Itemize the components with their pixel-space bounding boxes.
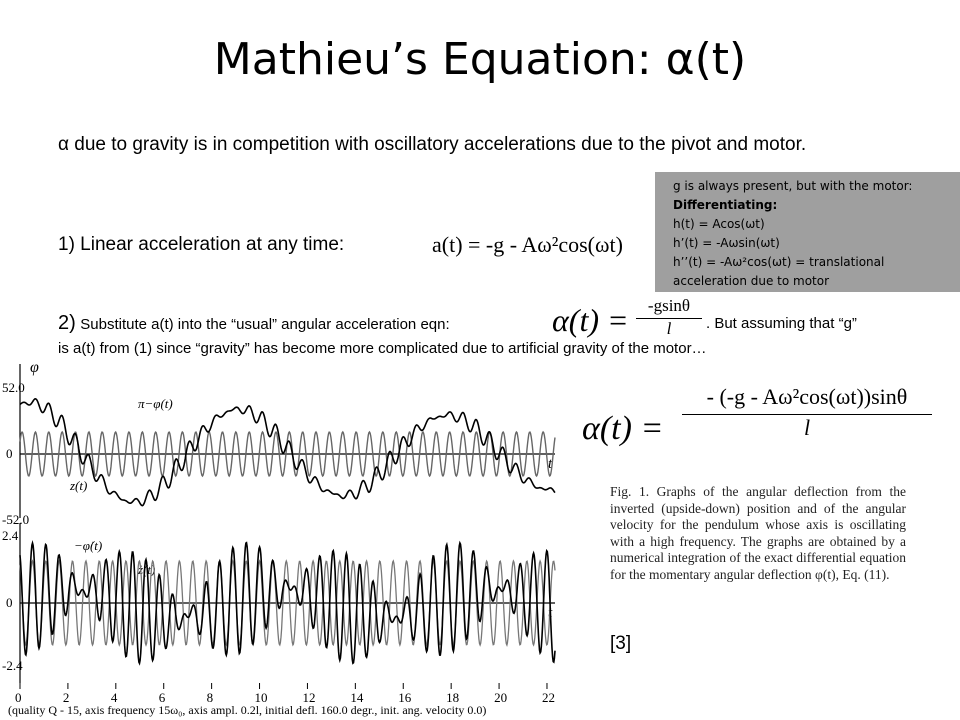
alpha-denominator: l xyxy=(636,318,702,339)
x-tick-label: 16 xyxy=(398,690,412,705)
big-alpha-fraction xyxy=(682,384,932,441)
alpha-fraction xyxy=(636,296,702,339)
note-line: h’’(t) = -Aω²cos(ωt) = translational acceleration due to motor xyxy=(673,255,885,288)
top-x-axis-label: t xyxy=(548,456,553,472)
step2-line2: is a(t) from (1) since “gravity” has become more complicated due to artificial gravity of the motor… xyxy=(58,340,707,357)
note-box xyxy=(655,172,960,292)
top-plot xyxy=(2,359,555,527)
x-tick-label: 4 xyxy=(110,690,118,705)
x-tick-label: 22 xyxy=(541,690,555,705)
note-line: h(t) = Acos(ωt) xyxy=(673,217,765,231)
x-ticks xyxy=(15,683,555,705)
pendulum-graph xyxy=(0,358,575,720)
alpha-numerator: -gsinθ xyxy=(647,296,691,315)
curve-label-phi-dot: −φ̇(t) xyxy=(74,538,103,553)
top-ytick: 52.0 xyxy=(2,380,25,395)
phi-curve xyxy=(20,399,555,506)
bottom-ytick: 0 xyxy=(6,595,13,610)
big-alpha-lhs: α(t) = xyxy=(582,410,664,447)
x-tick-label: 8 xyxy=(206,690,214,705)
bottom-x-axis-label: t xyxy=(548,605,553,621)
bottom-plot xyxy=(2,523,555,705)
note-line: h’(t) = -Aωsin(ωt) xyxy=(673,236,780,250)
note-line: g is always present, but with the motor: xyxy=(673,179,913,193)
curve-label-z-dot: ż(t) xyxy=(138,562,156,577)
step2-text: Substitute a(t) into the “usual” angular acceleration eqn: xyxy=(80,316,450,333)
angular-acceleration-equation xyxy=(552,302,629,339)
curve-label-z: z(t) xyxy=(70,478,88,493)
step1-label: 1) Linear acceleration at any time: xyxy=(58,234,345,255)
step2-text-after: . But assuming that “g” xyxy=(706,315,857,332)
slide-title: Mathieu’s Equation: α(t) xyxy=(213,34,747,85)
x-tick-label: 20 xyxy=(494,690,508,705)
alpha-lhs: α(t) = xyxy=(552,302,629,338)
step2-number: 2) xyxy=(58,312,76,334)
top-y-axis-label: φ xyxy=(30,359,39,376)
x-tick-label: 0 xyxy=(15,690,22,705)
step2-line1 xyxy=(58,312,450,335)
curve-label-pi-minus-phi: π−φ(t) xyxy=(138,396,173,411)
linear-acceleration-equation: a(t) = -g - Aω²cos(ωt) xyxy=(432,232,623,257)
top-ytick: -52.0 xyxy=(2,512,30,527)
citation: [3] xyxy=(610,633,632,654)
top-ytick: 0 xyxy=(6,446,13,461)
big-alpha-denominator: l xyxy=(682,414,932,441)
x-tick-label: 18 xyxy=(446,690,460,705)
x-tick-label: 14 xyxy=(350,690,364,705)
x-tick-label: 10 xyxy=(254,690,268,705)
x-tick-label: 6 xyxy=(158,690,166,705)
note-heading: Differentiating: xyxy=(673,198,778,212)
big-alpha-numerator: - (-g - Aω²cos(ωt))sinθ xyxy=(706,384,908,409)
bottom-ytick: -2.4 xyxy=(2,658,23,673)
figure-caption: Fig. 1. Graphs of the angular deflection from the inverted (upside-down) position and of the angular velocity for the pendulum whose axis is oscillating with a high frequency. The graphs are obtained by a numerical integration of the exact differential equation for the momentary angular deflection φ(t), Eq. (11). xyxy=(610,484,906,582)
x-tick-label: 2 xyxy=(62,690,70,705)
intro-text: α due to gravity is in competition with oscillatory accelerations due to the pivot and motor. xyxy=(58,134,807,155)
figure-footer: (quality Q - 15, axis frequency 15ω₀, axis ampl. 0.2l, initial defl. 160.0 degr., init. ang. velocity 0.0) xyxy=(8,703,487,717)
x-tick-label: 12 xyxy=(302,690,316,705)
bottom-ytick: 2.4 xyxy=(2,528,19,543)
